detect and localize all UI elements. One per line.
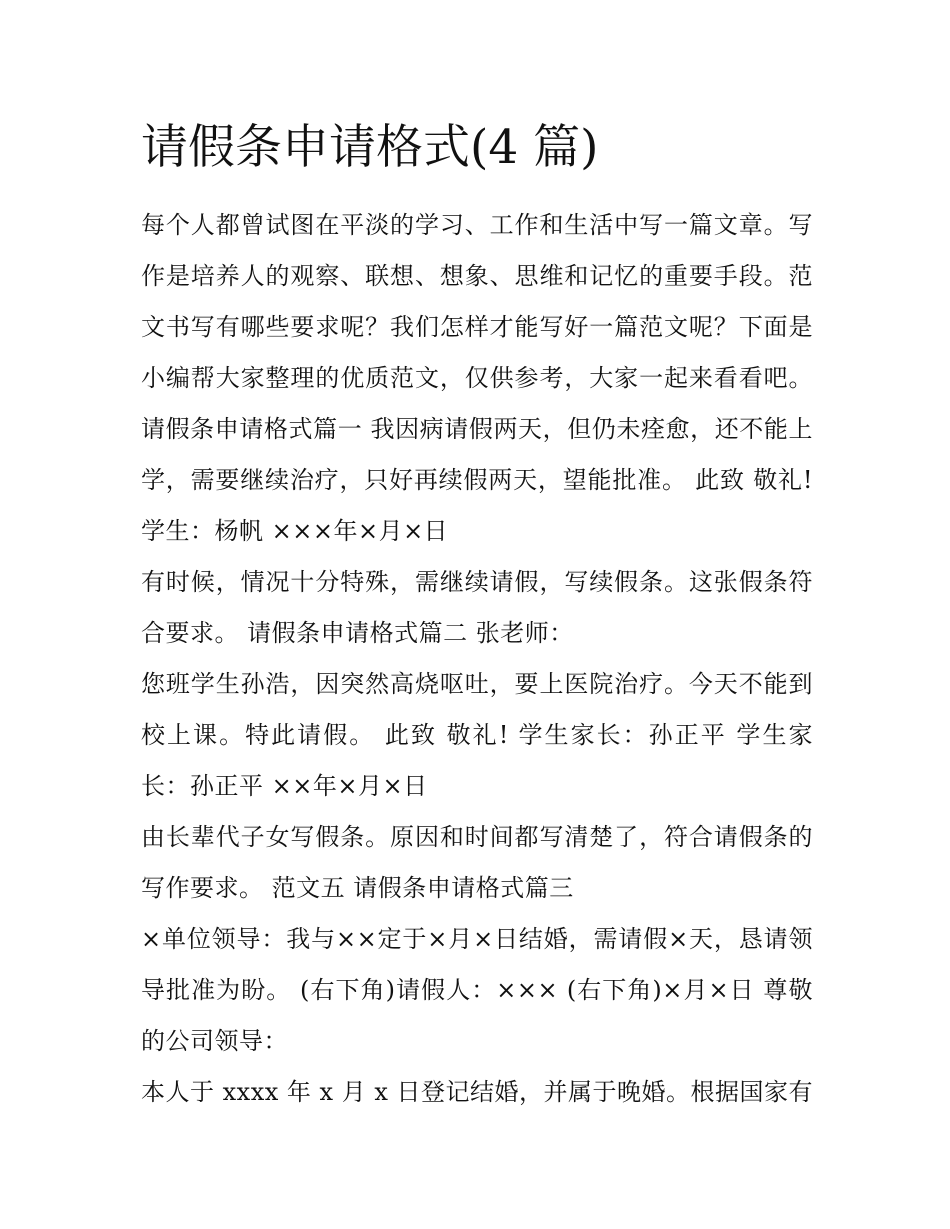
document-page	[141, 110, 813, 1118]
paragraph-letter-4: 本人于 xxxx 年 x 月 x 日登记结婚，并属于晚婚。根据国家有	[141, 1078, 813, 1106]
paragraph-comment-2: 由长辈代子女写假条。原因和时间都写清楚了，符合请假条的写作要求。 范文五 请假条申请格式篇三	[141, 823, 813, 902]
paragraph-letter-3: ×单位领导：我与××定于×月×日结婚，需请假×天，恳请领导批准为盼。 (右下角)请假人：××× (右下角)×月×日 尊敬的公司领导：	[141, 925, 813, 1055]
paragraph-letter-2: 您班学生孙浩，因突然高烧呕吐，要上医院治疗。今天不能到校上课。特此请假。 此致 敬礼! 学生家长：孙正平 学生家长：孙正平 ××年×月×日	[141, 670, 813, 800]
paragraph-intro: 每个人都曾试图在平淡的学习、工作和生活中写一篇文章。写作是培养人的观察、联想、想象、思维和记忆的重要手段。范文书写有哪些要求呢？我们怎样才能写好一篇范文呢？下面是小编帮大家整理的优质范文，仅供参考，大家一起来看看吧。请假条申请格式篇一 我因病请假两天，但仍未痊愈，还不能上学，需要继续治疗，只好再续假两天，望能批准。 此致 敬礼! 学生：杨帆 ×××年×月×日	[141, 211, 813, 545]
paragraph-comment-1: 有时候，情况十分特殊，需继续请假，写续假条。这张假条符合要求。 请假条申请格式篇二 张老师：	[141, 568, 813, 647]
document-title: 请假条申请格式(4 篇)	[141, 120, 599, 175]
